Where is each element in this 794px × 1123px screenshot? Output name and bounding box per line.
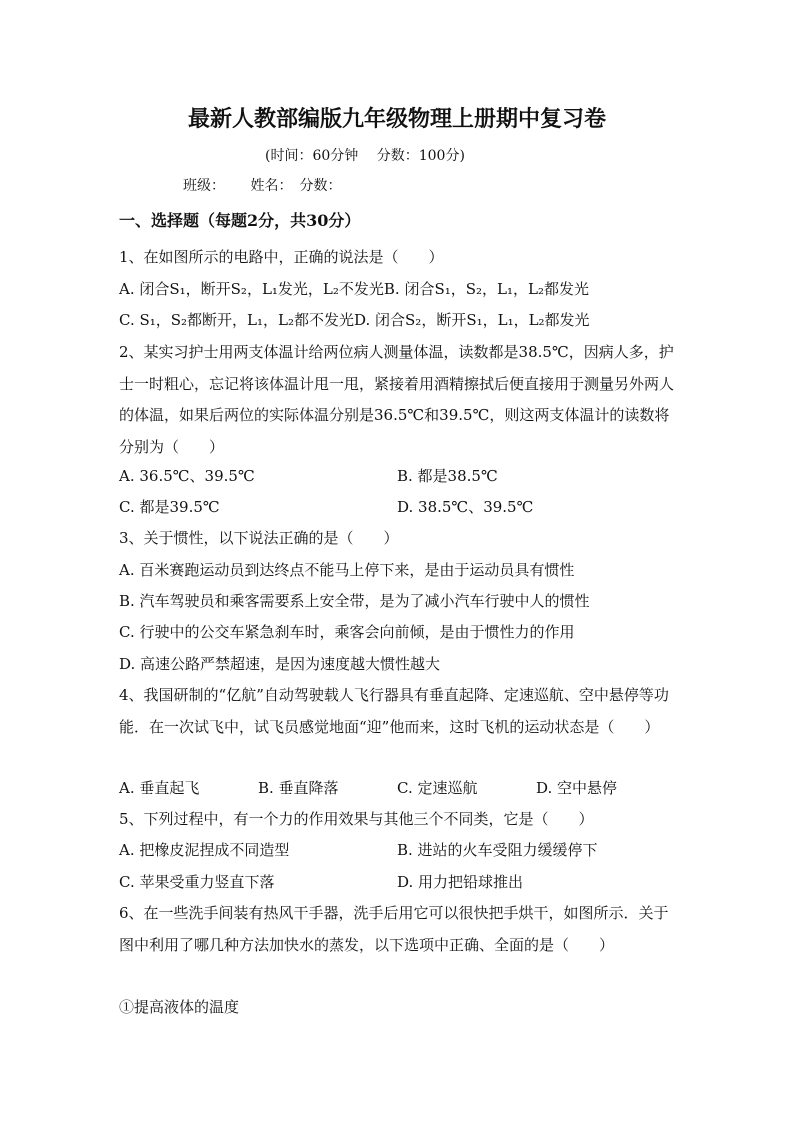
question-4-option-d: D. 空中悬停 [536, 779, 618, 797]
question-4-option-c: C. 定速巡航 [397, 779, 478, 797]
question-5-option-a: A. 把橡皮泥捏成不同造型 [119, 841, 290, 859]
question-3-option-b: B. 汽车驾驶员和乘客需要系上安全带，是为了减小汽车行驶中人的惯性 [119, 592, 590, 610]
question-4-stem: 4、我国研制的“亿航”自动驾驶载人飞行器具有垂直起降、定速巡航、空中悬停等功能．在一次试飞中，试飞员感觉地面“迎”他而来，这时飞机的运动状态是（ ） [119, 686, 669, 736]
question-5-option-c: C. 苹果受重力竖直下落 [119, 873, 275, 891]
question-1-stem: 1、在如图所示的电路中，正确的说法是（ ） [119, 248, 444, 266]
question-2-option-b: B. 都是38.5℃ [397, 467, 498, 485]
question-2-option-c: C. 都是39.5℃ [119, 498, 220, 516]
question-6-stem: 6、在一些洗手间装有热风干手器，洗手后用它可以很快把手烘干，如图所示．关于图中利用了哪几种方法加快水的蒸发，以下选项中正确、全面的是（ ） [119, 904, 669, 954]
question-1-option-line-2: C. S₁，S₂都断开，L₁，L₂都不发光D. 闭合S₂，断开S₁，L₁，L₂都发光 [119, 311, 590, 329]
question-6-item-1: ①提高液体的温度 [119, 998, 240, 1016]
question-3-stem: 3、关于惯性，以下说法正确的是（ ） [119, 529, 399, 547]
time-score-line: (时间：60分钟 分数：100分) [265, 148, 465, 164]
question-5-option-d: D. 用力把铅球推出 [397, 873, 524, 891]
question-2-stem: 2、某实习护士用两支体温计给两位病人测量体温，读数都是38.5℃，因病人多，护士一时粗心，忘记将该体温计甩一甩，紧接着用酒精擦拭后便直接用于测量另外两人的体温，如果后两位的实际体温分别是36.5℃和39.5℃，则这两支体温计的读数将分别为（ ） [119, 343, 675, 456]
question-2-option-a: A. 36.5℃、39.5℃ [119, 467, 255, 485]
question-4-option-b: B. 垂直降落 [258, 779, 339, 797]
question-3-option-a: A. 百米赛跑运动员到达终点不能马上停下来，是由于运动员具有惯性 [119, 561, 575, 579]
question-5-option-b: B. 进站的火车受阻力缓缓停下 [397, 841, 598, 859]
question-5-stem: 5、下列过程中，有一个力的作用效果与其他三个不同类，它是（ ） [119, 810, 594, 828]
question-1-option-line-1: A. 闭合S₁，断开S₂，L₁发光，L₂不发光B. 闭合S₁，S₂，L₁，L₂都发光 [119, 280, 589, 298]
student-info-line: 班级： 姓名： 分数： [183, 178, 342, 194]
page-title: 最新人教部编版九年级物理上册期中复习卷 [187, 106, 606, 132]
question-4-option-a: A. 垂直起飞 [119, 779, 200, 797]
question-3-option-c: C. 行驶中的公交车紧急刹车时，乘客会向前倾，是由于惯性力的作用 [119, 623, 575, 641]
question-3-option-d: D. 高速公路严禁超速，是因为速度越大惯性越大 [119, 655, 441, 673]
question-2-option-d: D. 38.5℃、39.5℃ [397, 498, 534, 516]
section-title: 一、选择题（每题2分，共30分） [119, 211, 361, 230]
